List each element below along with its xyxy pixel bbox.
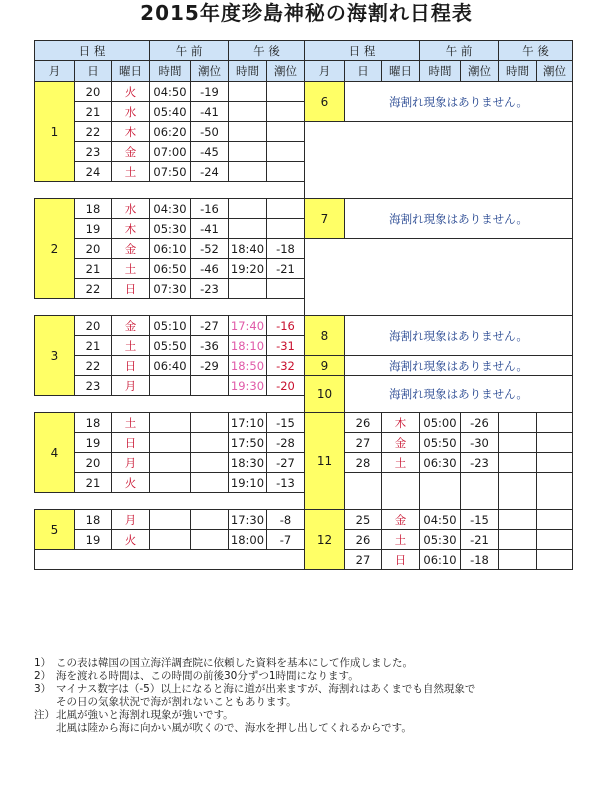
month-3: 3 xyxy=(35,316,75,396)
m2-day: 20 xyxy=(75,239,112,259)
note-item xyxy=(34,683,594,709)
header-month-right: 月 xyxy=(305,61,345,82)
table-row xyxy=(35,82,573,102)
table-row xyxy=(35,510,573,530)
m1-pm-tide xyxy=(267,142,305,162)
header-am: 午 前 xyxy=(150,41,229,61)
right-empty xyxy=(305,239,573,316)
m1-day: 24 xyxy=(75,162,112,182)
right-12-pm-time xyxy=(499,530,537,550)
table-row xyxy=(35,199,573,219)
m3-am-tide xyxy=(191,376,229,396)
right-12-pm-time xyxy=(499,550,537,570)
right-12-am-tide: -15 xyxy=(461,510,499,530)
table-row xyxy=(35,376,573,396)
m5-weekday: 火 xyxy=(112,530,150,550)
right-12-pm-tide xyxy=(537,510,573,530)
m2-am-tide: -16 xyxy=(191,199,229,219)
m3-weekday: 土 xyxy=(112,336,150,356)
header-am-tide: 潮位 xyxy=(191,61,229,82)
m1-day: 22 xyxy=(75,122,112,142)
table-row xyxy=(35,550,573,570)
header-pm-time-right: 時間 xyxy=(499,61,537,82)
m5-pm-time: 17:30 xyxy=(229,510,267,530)
m4-pm-time: 17:50 xyxy=(229,433,267,453)
note-number: 1） xyxy=(34,657,52,669)
table-row xyxy=(35,122,573,142)
header-day-right: 日 xyxy=(345,61,382,82)
right-11-pm-time xyxy=(499,433,537,453)
right-12-weekday: 金 xyxy=(382,510,420,530)
m3-day: 23 xyxy=(75,376,112,396)
m1-pm-tide xyxy=(267,82,305,102)
right-12-am-time: 05:30 xyxy=(420,530,461,550)
m4-weekday: 土 xyxy=(112,413,150,433)
no-event-text-8: 海割れ現象はありません。 xyxy=(345,316,573,356)
month-1: 1 xyxy=(35,82,75,182)
m3-am-time: 05:50 xyxy=(150,336,191,356)
note-line: 北風が強いと海割れ現象が強いです。 xyxy=(56,709,234,721)
right-11-day: 26 xyxy=(345,413,382,433)
right-month-6: 6 xyxy=(305,82,345,122)
m4-am-time xyxy=(150,473,191,493)
m1-pm-time xyxy=(229,122,267,142)
header-day: 日 xyxy=(75,61,112,82)
no-event-text-9: 海割れ現象はありません。 xyxy=(345,356,573,376)
m1-pm-time xyxy=(229,82,267,102)
m4-pm-time: 19:10 xyxy=(229,473,267,493)
m1-weekday: 木 xyxy=(112,122,150,142)
right-12-day: 26 xyxy=(345,530,382,550)
right-11-am-time: 06:30 xyxy=(420,453,461,473)
table-row xyxy=(35,413,573,433)
m1-pm-tide xyxy=(267,162,305,182)
m5-pm-tide: -7 xyxy=(267,530,305,550)
m4-am-tide xyxy=(191,473,229,493)
note-number: 3） xyxy=(34,683,52,695)
right-12-weekday: 土 xyxy=(382,530,420,550)
m4-pm-tide: -13 xyxy=(267,473,305,493)
spacer-left xyxy=(35,396,305,413)
m5-pm-time: 18:00 xyxy=(229,530,267,550)
note-text xyxy=(56,670,594,683)
m1-day: 21 xyxy=(75,102,112,122)
right-12-am-time: 04:50 xyxy=(420,510,461,530)
right-11-pm-tide xyxy=(537,413,573,433)
note-line: マイナス数字は（-5）以上になると海に道が出来ますが、海割れはあくまでも自然現象で xyxy=(56,683,476,695)
header-schedule: 日 程 xyxy=(35,41,150,61)
m1-day: 20 xyxy=(75,82,112,102)
m1-am-time: 07:00 xyxy=(150,142,191,162)
m4-am-time xyxy=(150,433,191,453)
note-line: 北風は陸から海に向かい風が吹くので、海水を押し出してくれるからです。 xyxy=(56,722,412,734)
m2-am-tide: -52 xyxy=(191,239,229,259)
note-line: 海を渡れる時間は、この時間の前後30分ずつ1時間になります。 xyxy=(56,670,359,682)
m4-am-time xyxy=(150,453,191,473)
m5-am-time xyxy=(150,530,191,550)
note-text xyxy=(56,683,594,709)
spacer-left xyxy=(35,182,305,199)
month-4: 4 xyxy=(35,413,75,493)
m5-filler xyxy=(35,550,305,570)
m3-am-tide: -36 xyxy=(191,336,229,356)
m1-pm-time xyxy=(229,162,267,182)
header-pm-tide-right: 潮位 xyxy=(537,61,573,82)
right-11-am-time: 05:00 xyxy=(420,413,461,433)
right-11-pm-tide xyxy=(537,433,573,453)
m1-am-time: 05:40 xyxy=(150,102,191,122)
note-number: 2） xyxy=(34,670,52,682)
m3-pm-time: 18:10 xyxy=(229,336,267,356)
no-event-text-6: 海割れ現象はありません。 xyxy=(345,82,573,122)
table-row xyxy=(35,239,573,259)
m1-am-time: 04:50 xyxy=(150,82,191,102)
header-pm: 午 後 xyxy=(229,41,305,61)
right-12-am-time: 06:10 xyxy=(420,550,461,570)
month-2: 2 xyxy=(35,199,75,299)
no-event-text-10: 海割れ現象はありません。 xyxy=(345,376,573,413)
m1-am-tide: -41 xyxy=(191,102,229,122)
table-row xyxy=(35,473,573,493)
m2-am-time: 07:30 xyxy=(150,279,191,299)
m4-am-tide xyxy=(191,453,229,473)
month-5: 5 xyxy=(35,510,75,550)
m3-weekday: 日 xyxy=(112,356,150,376)
m3-am-time: 05:10 xyxy=(150,316,191,336)
m4-day: 20 xyxy=(75,453,112,473)
notes xyxy=(34,657,594,735)
m1-pm-time xyxy=(229,142,267,162)
m3-pm-tide: -20 xyxy=(267,376,305,396)
note-text xyxy=(56,709,594,735)
right-11-weekday xyxy=(382,473,420,510)
right-11-weekday: 土 xyxy=(382,453,420,473)
right-12-weekday: 日 xyxy=(382,550,420,570)
m4-pm-time: 17:10 xyxy=(229,413,267,433)
m5-am-time xyxy=(150,510,191,530)
m5-am-tide xyxy=(191,530,229,550)
right-month-12: 12 xyxy=(305,510,345,570)
header-pm-time: 時間 xyxy=(229,61,267,82)
m3-pm-tide: -31 xyxy=(267,336,305,356)
m2-am-tide: -23 xyxy=(191,279,229,299)
header-am-time: 時間 xyxy=(150,61,191,82)
right-11-pm-tide xyxy=(537,473,573,510)
note-item xyxy=(34,670,594,683)
table-row xyxy=(35,356,573,376)
m1-pm-tide xyxy=(267,102,305,122)
m3-day: 20 xyxy=(75,316,112,336)
m2-weekday: 土 xyxy=(112,259,150,279)
m2-am-time: 06:10 xyxy=(150,239,191,259)
m4-day: 19 xyxy=(75,433,112,453)
m1-weekday: 土 xyxy=(112,162,150,182)
right-12-pm-tide xyxy=(537,550,573,570)
m3-day: 22 xyxy=(75,356,112,376)
m1-am-tide: -19 xyxy=(191,82,229,102)
right-11-day: 27 xyxy=(345,433,382,453)
right-12-pm-time xyxy=(499,510,537,530)
m1-weekday: 火 xyxy=(112,82,150,102)
m2-pm-tide xyxy=(267,279,305,299)
m2-day: 22 xyxy=(75,279,112,299)
m1-weekday: 水 xyxy=(112,102,150,122)
right-12-pm-tide xyxy=(537,530,573,550)
table-row xyxy=(35,433,573,453)
m2-am-tide: -46 xyxy=(191,259,229,279)
m3-weekday: 金 xyxy=(112,316,150,336)
m3-day: 21 xyxy=(75,336,112,356)
header-am-tide-right: 潮位 xyxy=(461,61,499,82)
right-11-am-tide xyxy=(461,473,499,510)
header-weekday: 曜日 xyxy=(112,61,150,82)
m2-day: 19 xyxy=(75,219,112,239)
m1-pm-time xyxy=(229,102,267,122)
page-title: 2015年度珍島神秘の海割れ日程表 xyxy=(140,1,473,25)
right-11-am-time: 05:50 xyxy=(420,433,461,453)
m2-weekday: 金 xyxy=(112,239,150,259)
spacer-left xyxy=(35,493,305,510)
m4-pm-tide: -15 xyxy=(267,413,305,433)
no-event-text-7: 海割れ現象はありません。 xyxy=(345,199,573,239)
right-11-day: 28 xyxy=(345,453,382,473)
header-row-sub xyxy=(35,61,573,82)
schedule-table xyxy=(34,40,573,570)
header-am-right: 午 前 xyxy=(420,41,499,61)
m5-am-tide xyxy=(191,510,229,530)
m4-pm-tide: -27 xyxy=(267,453,305,473)
m5-day: 18 xyxy=(75,510,112,530)
m2-pm-tide: -21 xyxy=(267,259,305,279)
note-line: この表は韓国の国立海洋調査院に依頼した資料を基本にして作成しました。 xyxy=(56,657,413,669)
m2-pm-time: 19:20 xyxy=(229,259,267,279)
note-item xyxy=(34,709,594,735)
m4-am-time xyxy=(150,413,191,433)
m1-am-time: 07:50 xyxy=(150,162,191,182)
m5-pm-tide: -8 xyxy=(267,510,305,530)
right-11-weekday: 金 xyxy=(382,433,420,453)
m1-day: 23 xyxy=(75,142,112,162)
note-number: 注） xyxy=(34,709,55,721)
m2-pm-tide: -18 xyxy=(267,239,305,259)
m4-day: 21 xyxy=(75,473,112,493)
right-12-am-tide: -21 xyxy=(461,530,499,550)
m2-pm-time xyxy=(229,279,267,299)
header-pm-right: 午 後 xyxy=(499,41,573,61)
m2-weekday: 水 xyxy=(112,199,150,219)
right-11-pm-time xyxy=(499,413,537,433)
right-month-7: 7 xyxy=(305,199,345,239)
m3-pm-time: 18:50 xyxy=(229,356,267,376)
right-11-am-tide: -30 xyxy=(461,433,499,453)
m3-am-tide: -29 xyxy=(191,356,229,376)
header-pm-tide: 潮位 xyxy=(267,61,305,82)
m2-pm-time xyxy=(229,199,267,219)
m4-am-tide xyxy=(191,413,229,433)
m2-pm-tide xyxy=(267,219,305,239)
right-month-10: 10 xyxy=(305,376,345,413)
m4-day: 18 xyxy=(75,413,112,433)
right-11-am-tide: -26 xyxy=(461,413,499,433)
m3-pm-tide: -16 xyxy=(267,316,305,336)
right-11-am-time xyxy=(420,473,461,510)
right-12-am-tide: -18 xyxy=(461,550,499,570)
right-11-pm-time xyxy=(499,473,537,510)
m3-pm-time: 19:30 xyxy=(229,376,267,396)
right-11-pm-tide xyxy=(537,453,573,473)
m4-pm-time: 18:30 xyxy=(229,453,267,473)
table-row xyxy=(35,530,573,550)
m3-am-time xyxy=(150,376,191,396)
m2-pm-time xyxy=(229,219,267,239)
right-11-day xyxy=(345,473,382,510)
m2-am-time: 04:30 xyxy=(150,199,191,219)
m2-weekday: 日 xyxy=(112,279,150,299)
m2-weekday: 木 xyxy=(112,219,150,239)
table-row xyxy=(35,316,573,336)
m2-day: 21 xyxy=(75,259,112,279)
m1-weekday: 金 xyxy=(112,142,150,162)
table-row xyxy=(35,453,573,473)
m2-day: 18 xyxy=(75,199,112,219)
m4-weekday: 日 xyxy=(112,433,150,453)
m4-weekday: 火 xyxy=(112,473,150,493)
m5-weekday: 月 xyxy=(112,510,150,530)
m2-pm-tide xyxy=(267,199,305,219)
right-11-am-tide: -23 xyxy=(461,453,499,473)
m1-am-tide: -50 xyxy=(191,122,229,142)
right-month-11: 11 xyxy=(305,413,345,510)
m2-pm-time: 18:40 xyxy=(229,239,267,259)
right-11-weekday: 木 xyxy=(382,413,420,433)
m1-am-tide: -45 xyxy=(191,142,229,162)
m1-am-tide: -24 xyxy=(191,162,229,182)
right-empty xyxy=(305,122,573,199)
m3-weekday: 月 xyxy=(112,376,150,396)
m2-am-time: 05:30 xyxy=(150,219,191,239)
note-line: その日の気象状況で海が割れないこともあります。 xyxy=(56,696,297,708)
m3-pm-tide: -32 xyxy=(267,356,305,376)
right-11-pm-time xyxy=(499,453,537,473)
m2-am-time: 06:50 xyxy=(150,259,191,279)
m3-pm-time: 17:40 xyxy=(229,316,267,336)
right-month-9: 9 xyxy=(305,356,345,376)
header-row-top xyxy=(35,41,573,61)
header-am-time-right: 時間 xyxy=(420,61,461,82)
m4-pm-tide: -28 xyxy=(267,433,305,453)
header-schedule-right: 日 程 xyxy=(305,41,420,61)
m4-am-tide xyxy=(191,433,229,453)
m3-am-tide: -27 xyxy=(191,316,229,336)
note-item xyxy=(34,657,594,670)
spacer-left xyxy=(35,299,305,316)
header-month: 月 xyxy=(35,61,75,82)
m4-weekday: 月 xyxy=(112,453,150,473)
m1-pm-tide xyxy=(267,122,305,142)
right-month-8: 8 xyxy=(305,316,345,356)
m1-am-time: 06:20 xyxy=(150,122,191,142)
header-weekday-right: 曜日 xyxy=(382,61,420,82)
right-12-day: 25 xyxy=(345,510,382,530)
note-text xyxy=(56,657,594,670)
m5-day: 19 xyxy=(75,530,112,550)
right-12-day: 27 xyxy=(345,550,382,570)
m2-am-tide: -41 xyxy=(191,219,229,239)
m3-am-time: 06:40 xyxy=(150,356,191,376)
